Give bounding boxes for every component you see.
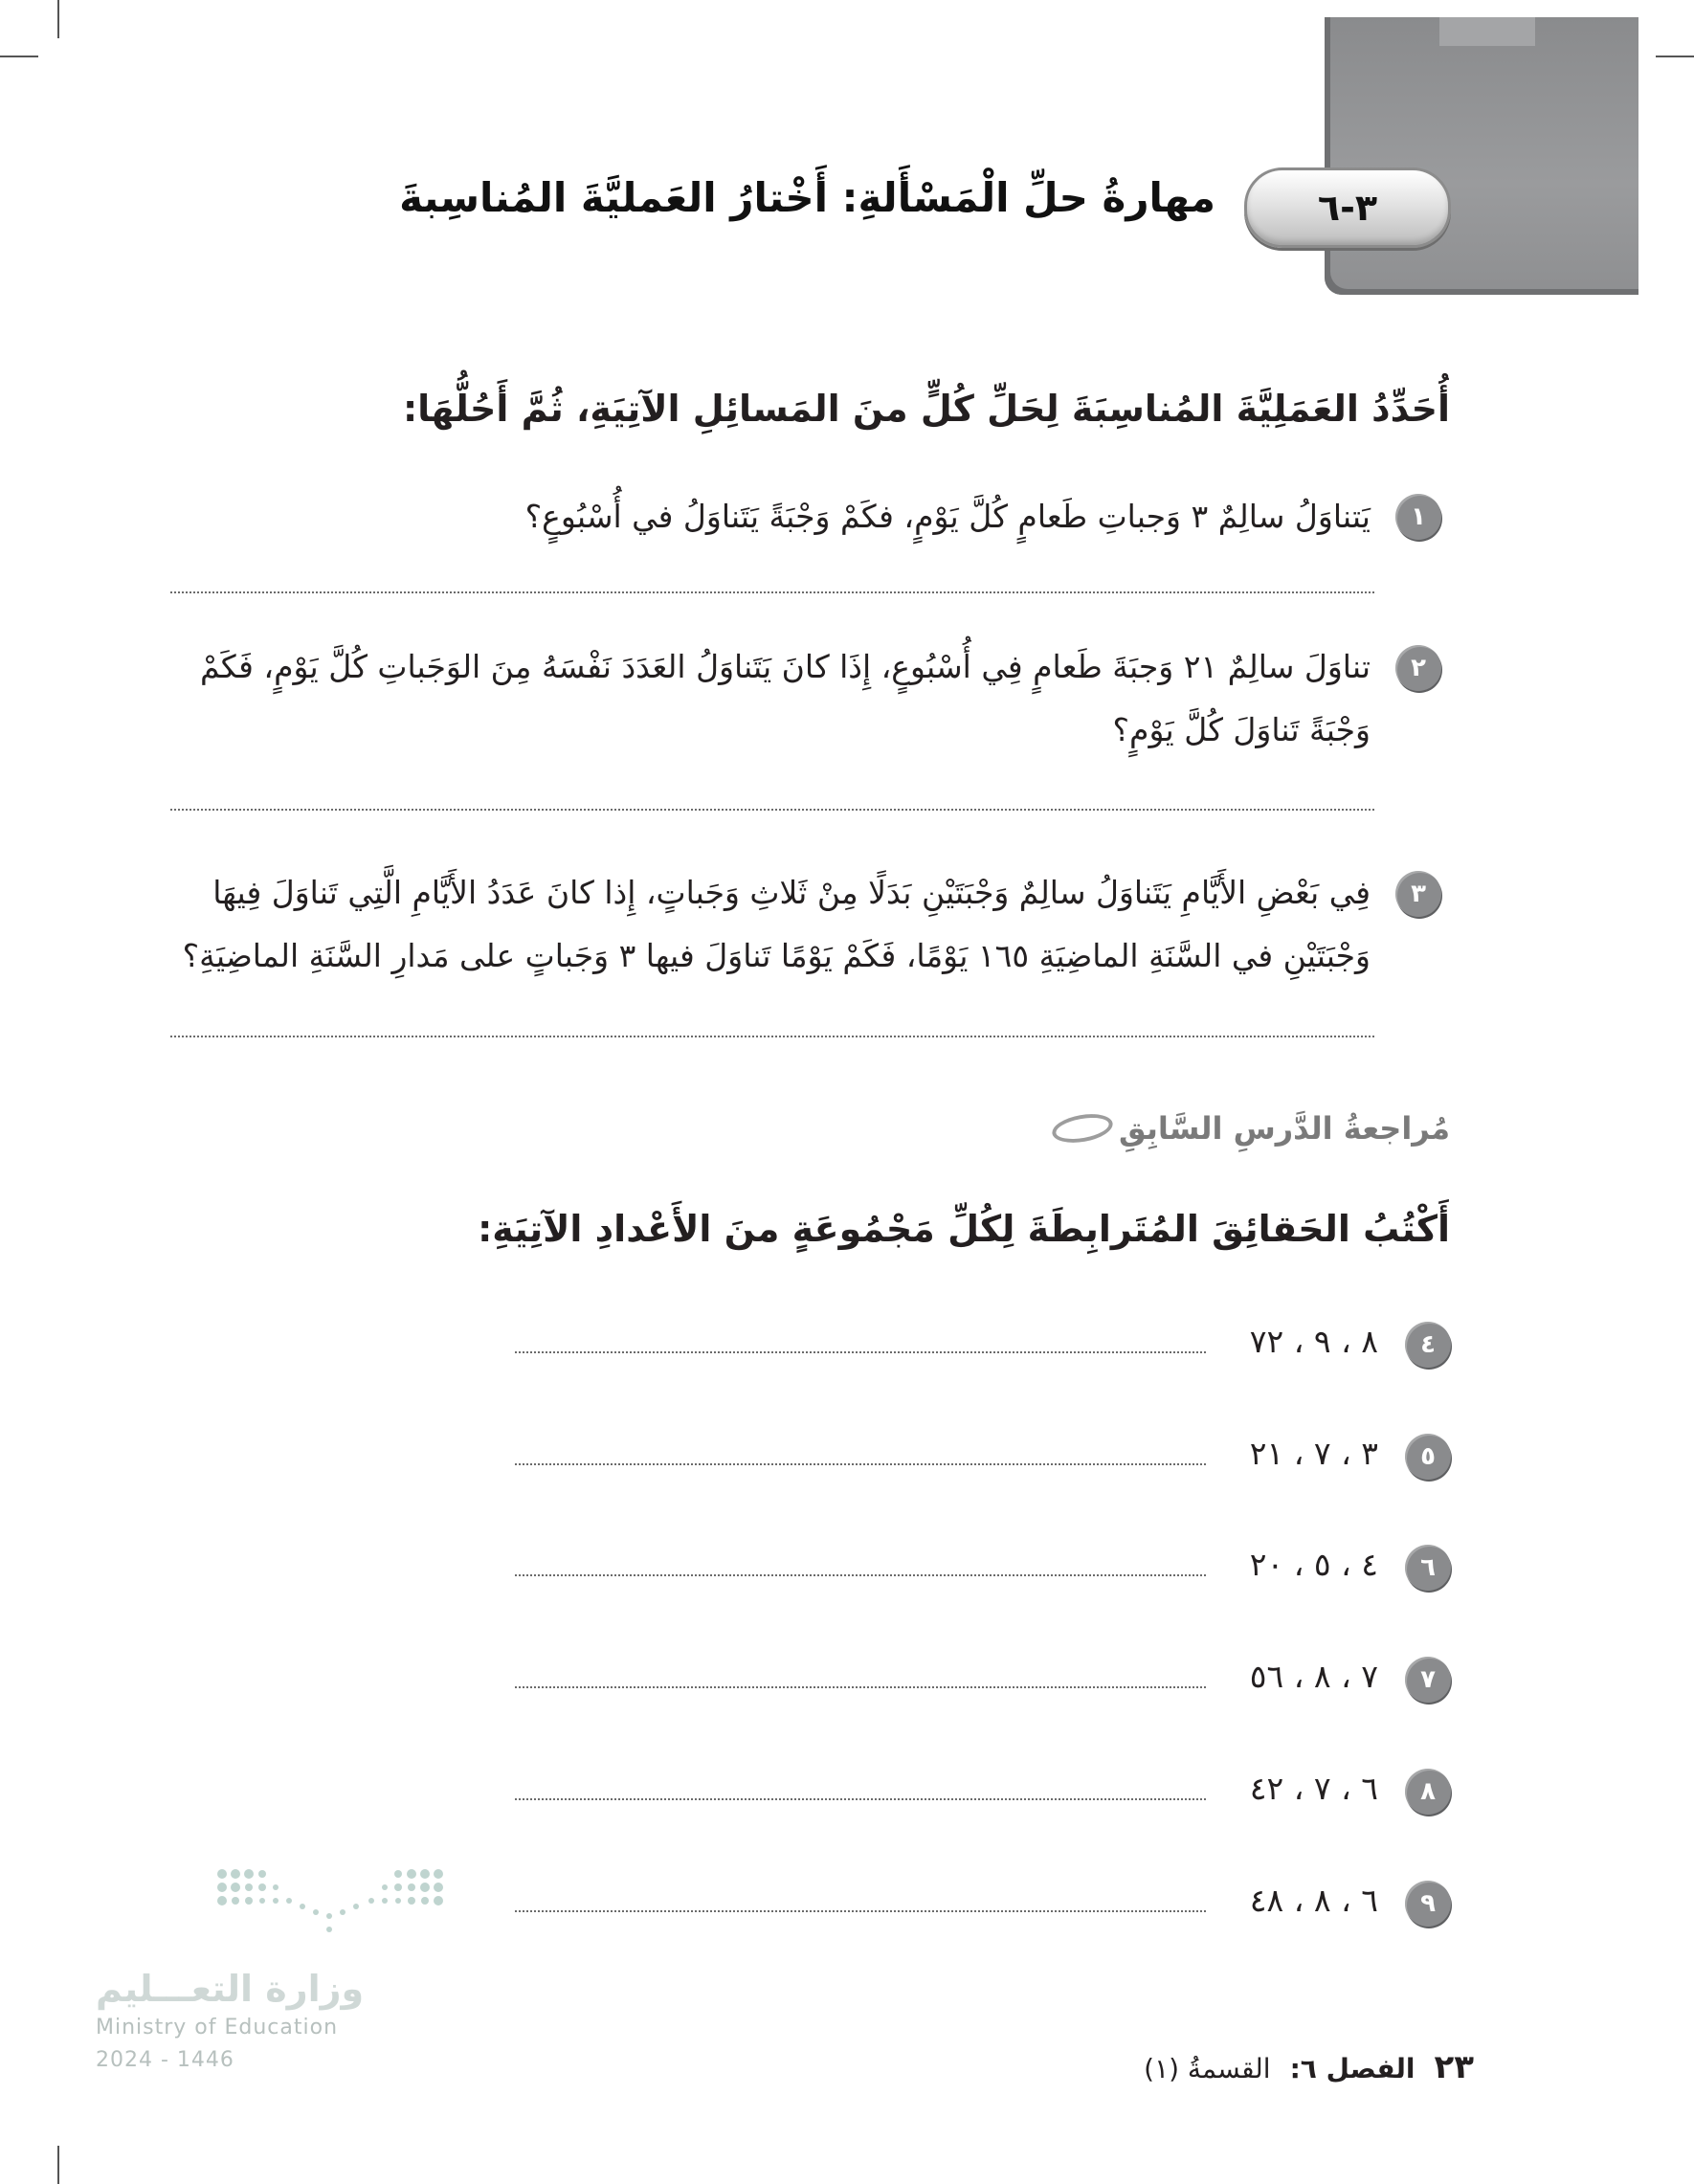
number-set: ٧ ، ٨ ، ٥٦ [1249, 1658, 1378, 1695]
answer-line[interactable] [515, 1574, 1206, 1576]
answer-line[interactable] [515, 1351, 1206, 1353]
spiral-icon [1050, 1110, 1115, 1148]
question-number-badge: ٢ [1395, 645, 1441, 691]
question-text: تناوَلَ سالِمٌ ٢١ وَجبَةَ طَعامٍ فِي أُسْبُوعٍ، إِذَا كانَ يَتَناوَلُ العَدَدَ نَفْسَهُ مِنَ الوَجَباتِ كُلَّ يَوْمٍ، فَكَمْ وَجْبَةً تَناوَلَ كُلَّ يَوْمٍ؟ [199, 648, 1371, 748]
ministry-name-arabic: وزارة التعـــليم [96, 1968, 365, 2010]
review-heading-label: مُراجعةُ الدَّرسِ السَّابِقِ [1119, 1110, 1450, 1147]
edition-year: 2024 - 1446 [96, 2048, 234, 2072]
section-label: القسمةُ (١) [1144, 2053, 1271, 2084]
crop-mark [1656, 56, 1694, 57]
answer-line[interactable] [170, 1036, 1374, 1037]
question-number-badge: ٥ [1405, 1434, 1451, 1480]
question-number-badge: ٦ [1405, 1545, 1451, 1591]
answer-line[interactable] [170, 809, 1374, 811]
page-footer [1144, 2048, 1474, 2086]
ministry-name-english: Ministry of Education [96, 2016, 339, 2039]
number-set: ٦ ، ٨ ، ٤٨ [1249, 1882, 1378, 1919]
number-set: ٣ ، ٧ ، ٢١ [1249, 1435, 1378, 1472]
question-number-badge: ٣ [1395, 871, 1441, 917]
crop-mark [57, 2146, 59, 2184]
answer-line[interactable] [515, 1910, 1206, 1912]
number-set: ٦ ، ٧ ، ٤٢ [1249, 1770, 1378, 1807]
question-number-badge: ١ [1395, 494, 1441, 540]
question-number-badge: ٨ [1405, 1769, 1451, 1815]
answer-line[interactable] [515, 1686, 1206, 1688]
section-instruction: أُحَدِّدُ العَمَلِيَّةَ المُناسِبَةَ لِحَلِّ كُلٍّ منَ المَسائِلِ الآتِيَةِ، ثُمَّ أَحُلُّهَا: [402, 388, 1450, 430]
page-number: ٢٣ [1434, 2048, 1474, 2086]
question-text: يَتناوَلُ سالِمٌ ٣ وَجباتِ طَعامٍ كُلَّ يَوْمٍ، فكَمْ وَجْبَةً يَتَناوَلُ في أُسْبُوعٍ؟ [524, 498, 1371, 535]
question-number-badge: ٧ [1405, 1657, 1451, 1703]
chapter-label: الفصل ٦: [1289, 2053, 1415, 2084]
crop-mark [0, 56, 38, 57]
lesson-number-badge: ٣-٦ [1244, 167, 1451, 248]
question-number-badge: ٩ [1405, 1881, 1451, 1927]
review-heading [1052, 1110, 1450, 1147]
question-number-badge: ٤ [1405, 1322, 1451, 1368]
page-title: مهارةُ حلِّ الْمَسْأَلةِ: أَخْتارُ العَمليَّةَ المُناسِبةَ [399, 174, 1215, 221]
crop-mark [57, 0, 59, 38]
answer-line[interactable] [515, 1463, 1206, 1465]
number-set: ٨ ، ٩ ، ٧٢ [1249, 1323, 1378, 1360]
answer-line[interactable] [515, 1798, 1206, 1800]
lesson-header-panel [1325, 17, 1638, 295]
number-set: ٤ ، ٥ ، ٢٠ [1249, 1546, 1378, 1583]
answer-line[interactable] [170, 591, 1374, 593]
question-text: فِي بَعْضِ الأَيَّامِ يَتَناوَلُ سالِمٌ وَجْبَتَيْنِ بَدَلًا مِنْ ثَلاثِ وَجَباتٍ، إِذا كانَ عَدَدُ الأَيَّامِ الَّتِي تَناوَلَ فِيهَا وَجْبَتَيْنِ في السَّنَةِ الماضِيَةِ ١٦٥ يَوْمًا، فَكَمْ يَوْمًا تَناوَلَ فيها ٣ وَجَباتٍ على مَدارِ السَّنَةِ الماضِيَةِ؟ [182, 874, 1371, 974]
review-instruction: أَكْتُبُ الحَقائِقَ المُتَرابِطَةَ لِكُلِّ مَجْمُوعَةٍ منَ الأَعْدادِ الآتِيَةِ: [478, 1208, 1450, 1250]
ministry-logo-icon [212, 1864, 450, 1941]
